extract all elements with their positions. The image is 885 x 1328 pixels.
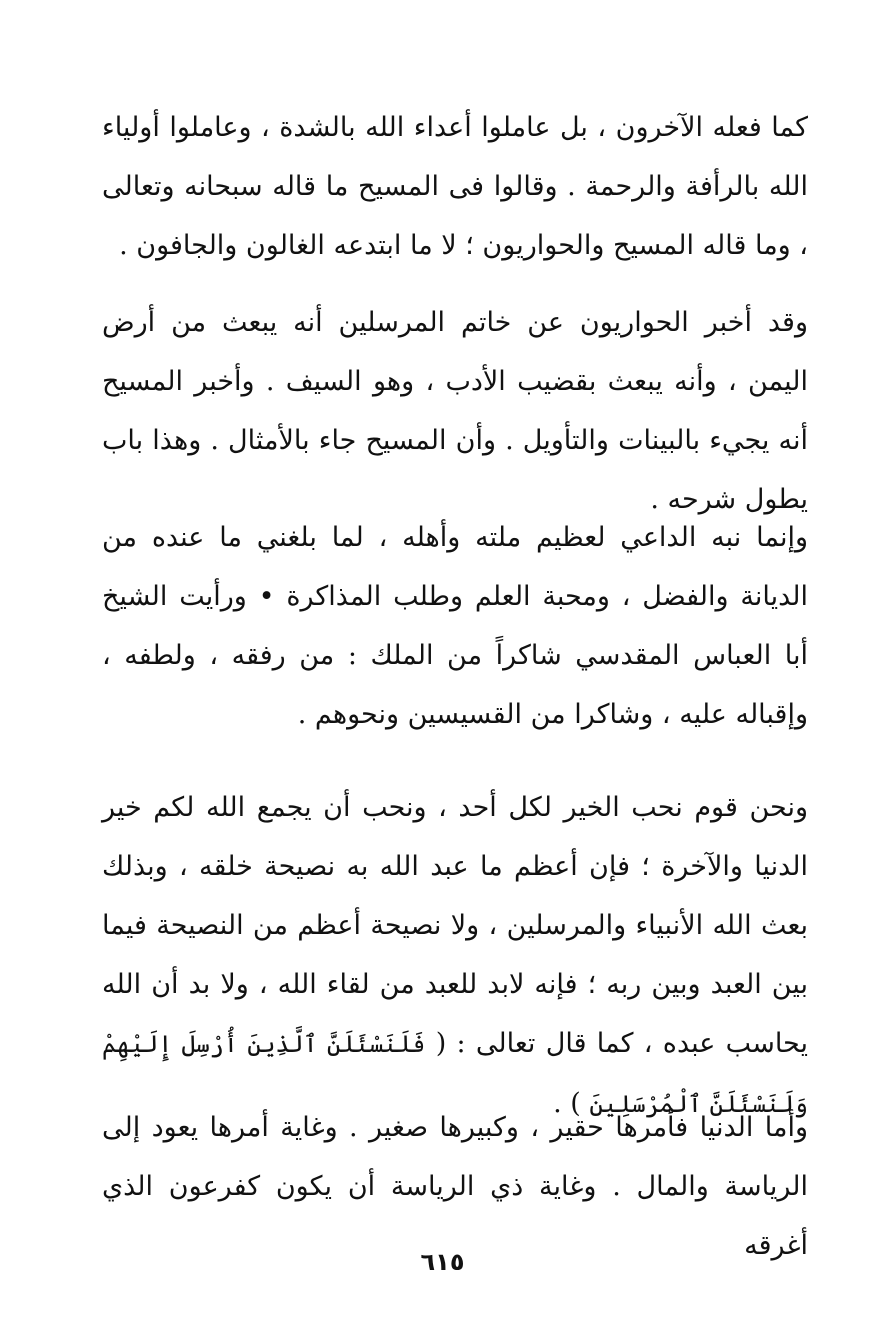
paragraph-3-text: وإنما نبه الداعي لعظيم ملته وأهله ، لما بلغني ما عنده من الديانة والفضل ، ومحبة العلم وطلب المذاكرة • ورأيت الشيخ أبا العباس المقدسي شاكراً من الملك : من رفقه ، ولطفه ، وإقباله عليه ، وشاكرا من القسيسين ونحوهم . [102,522,808,730]
paragraph-5-text: وأما الدنيا فأمرها حقير ، وكبيرها صغير . وغاية أمرها يعود إلى الرياسة والمال . وغاية ذي الرياسة أن يكون كفرعون الذي أغرقه [102,1112,808,1261]
paragraph-4 [102,778,808,1134]
paragraph-1 [102,98,808,275]
page-number: ٦١٥ [420,1248,465,1276]
paragraph-2 [102,293,808,529]
paragraph-2-text: وقد أخبر الحواريون عن خاتم المرسلين أنه يبعث من أرض اليمن ، وأنه يبعث بقضيب الأدب ، وهو السيف . وأخبر المسيح أنه يجيء بالبينات والتأويل . وأن المسيح جاء بالأمثال . وهذا باب يطول شرحه . [102,307,809,515]
paragraph-3 [102,508,808,744]
paragraph-4-text: ونحن قوم نحب الخير لكل أحد ، ونحب أن يجمع الله لكم خير الدنيا والآخرة ؛ فإن أعظم ما عبد الله به نصيحة خلقه ، وبذلك بعث الله الأنبياء والمرسلين ، ولا نصيحة أعظم من النصيحة فيما بين العبد وبين ربه ؛ فإنه لابد للعبد من لقاء الله ، ولا بد أن الله يحاسب عبده ، كما قال تعالى : ( [102,792,808,1059]
quran-verse: فَلَنَسْئَلَنَّ ٱلَّذِينَ أُرْسِلَ إِلَيْهِمْ وَلَنَسْئَلَنَّ ٱلْمُرْسَلِينَ [102,1030,808,1118]
paragraph-4-closing: ) . [553,1088,581,1119]
paragraph-1-text: كما فعله الآخرون ، بل عاملوا أعداء الله بالشدة ، وعاملوا أولياء الله بالرأفة والرحمة . وقالوا فى المسيح ما قاله سبحانه وتعالى ، وما قاله المسيح والحواريون ؛ لا ما ابتدعه الغالون والجافون . [102,112,808,261]
